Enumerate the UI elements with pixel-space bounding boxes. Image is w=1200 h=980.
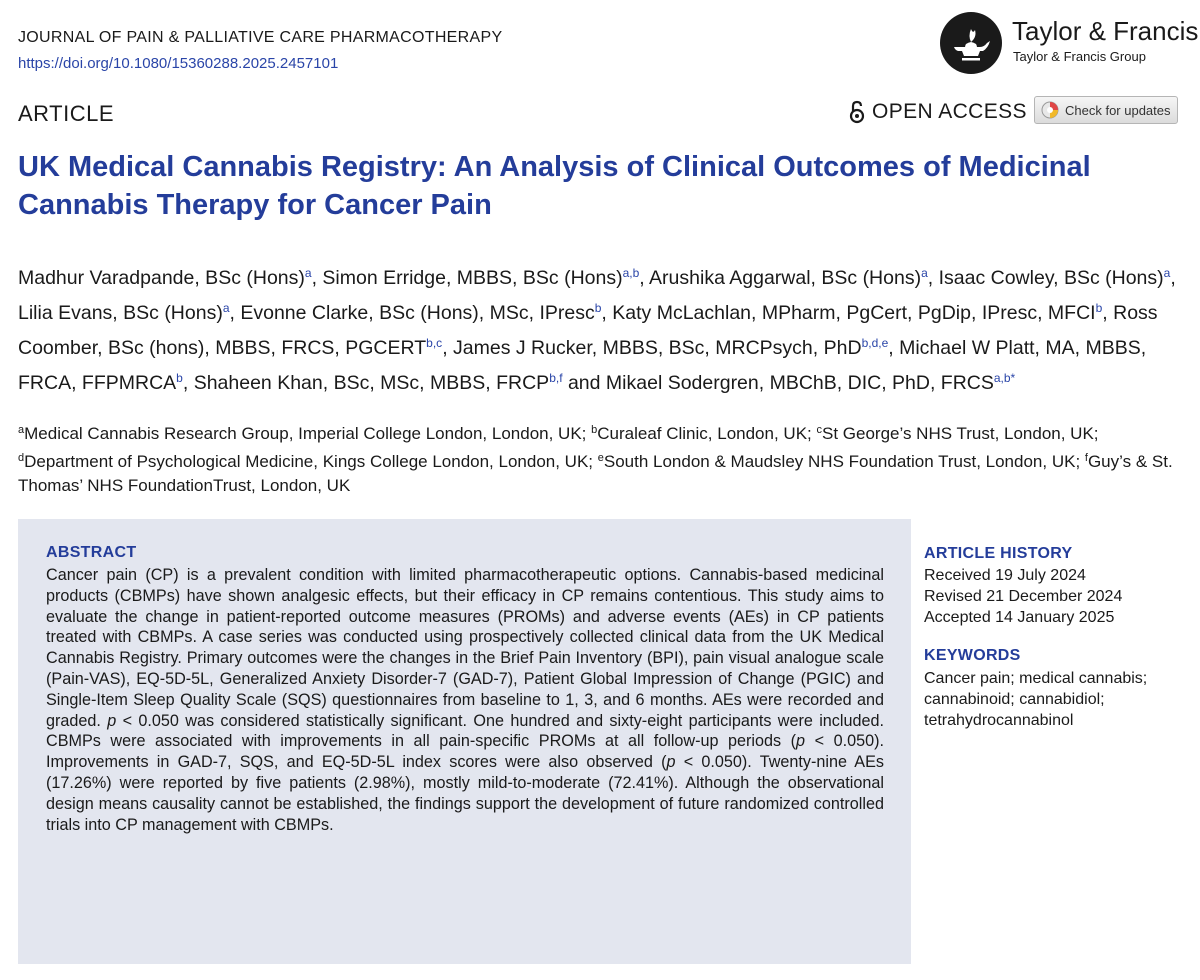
author-name: Evonne Clarke, BSc (Hons), MSc, IPresc [240, 302, 595, 324]
affiliation-key: c [816, 424, 822, 436]
affiliation-marker[interactable]: a [921, 266, 928, 280]
article-title: UK Medical Cannabis Registry: An Analysis of Clinical Outcomes of Medicinal Cannabis Therapy for Cancer Pain [18, 151, 1091, 221]
affiliation-key: b [591, 424, 598, 436]
author-list: Madhur Varadpande, BSc (Hons)$^a$, Simon Erridge, MBBS, BSc (Hons)$^{a,b}$, Arushika Aggarwal, BSc (Hons)$^a$, Isaac Cowley, BSc (Hons)$^a$, Lilia Evans, BSc (Hons)$^a$, Evonne Clarke, BSc (Hons), MSc, IPresc$^b$, Katy McLachlan, MPharm, PgCert, PgDip, IPresc, MFCI$^b$, Ross Coomber, BSc (hons), MBBS, FRCS, PGCERT$^{b,c}$, James J Rucker, MBBS, BSc, MRCPsych, PhD$^{b,d,e}$, Michael W Platt, MA, MBBS, FRCA, FFPMRCA$^b$, Shaheen Khan, BSc, MSc, MBBS, FRCP$^{b,f}$ and Mikael Sodergren, MBChB, DIC, PhD, $FRCS^{a,b*}$ [18, 266, 1176, 394]
author-name: Michael W Platt, MA, MBBS, FRCA, FFPMRCA [18, 337, 1147, 394]
affiliation-marker[interactable]: a [1163, 266, 1171, 280]
author-name: Arushika Aggarwal, BSc (Hons) [649, 267, 922, 289]
affiliation-text: St George’s NHS Trust, London, UK; [821, 424, 1099, 443]
abstract-text-part: < 0.050). Improvements in GAD-7, SQS, and EQ-5D-5L index scores were also observed ( [46, 732, 884, 772]
p-symbol: p [107, 711, 117, 730]
affiliation-key: a [18, 424, 25, 436]
author-entry[interactable] [606, 372, 1015, 394]
abstract-box [18, 519, 911, 964]
affiliation-marker[interactable]: a [304, 266, 312, 280]
keywords-list: Cancer pain; medical cannabis; cannabinoid; cannabidiol; tetrahydrocannabinol [924, 670, 1148, 729]
author-name: Lilia Evans, BSc (Hons) [18, 302, 223, 324]
author-entry[interactable] [322, 267, 639, 289]
affiliation-key: e [597, 452, 604, 464]
author-entry[interactable] [18, 302, 230, 324]
check-for-updates-label: Check for updates [1065, 102, 1171, 118]
affiliation-marker[interactable]: b [594, 301, 602, 315]
check-for-updates-button[interactable] [1034, 96, 1178, 124]
affiliation-text: Guy’s & St. Thomas’ NHS FoundationTrust, London, UK [18, 452, 1173, 495]
abstract-text-part: < 0.050). Twenty-nine AEs (17.26%) were reported by five patients (2.98%), mostly mild-to-moderate (72.41%). Although the observational design means causality cannot be established, the findings support the development of future randomized controlled trials into CP management with CBMPs. [46, 753, 884, 834]
journal-name: JOURNAL OF PAIN & PALLIATIVE CARE PHARMACOTHERAPY [18, 29, 503, 46]
affiliation-marker[interactable]: a,b [622, 266, 640, 280]
abstract-text-part: < 0.050 was considered statistically significant. One hundred and sixty-eight participants were included. CBMPs were associated with improvements in all pain-specific PROMs at all follow-up periods ( [46, 711, 885, 751]
affiliation-key: f [1084, 452, 1088, 464]
publisher-group: Taylor & Francis Group [1013, 49, 1146, 64]
affiliation-text: South London & Maudsley NHS Foundation Trust, London, UK; [603, 452, 1085, 471]
affiliation-marker[interactable]: b,c [426, 336, 443, 350]
author-entry[interactable] [612, 302, 1102, 324]
keywords-heading: KEYWORDS [924, 647, 1021, 664]
p-symbol: p [796, 732, 806, 751]
publisher-logo[interactable] [940, 12, 1199, 76]
abstract-heading: ABSTRACT [46, 544, 137, 561]
crossmark-icon [1041, 101, 1059, 119]
affiliations [18, 418, 1183, 498]
affiliation-marker[interactable]: a,b* [993, 371, 1016, 385]
received-date: Received 19 July 2024 [924, 567, 1086, 584]
author-name: Ross Coomber, BSc (hons), MBBS, FRCS, PGCERT [18, 302, 1158, 359]
publisher-name: Taylor & Francis [1012, 16, 1199, 46]
abstract-text-part: Cancer pain (CP) is a prevalent condition with limited pharmacotherapeutic options. Cannabis-based medicinal products (CBMPs) have shown analgesic effects, but their efficacy in CP remains contentious. This study aims to evaluate the change in patient-reported outcome measures (PROMs) and adverse events (AEs) in CP patients treated with CBMPs. A case series was conducted using prospectively collected clinical data from the UK Medical Cannabis Registry. Primary outcomes were the changes in the Brief Pain Inventory (BPI), pain visual analogue scale (Pain-VAS), EQ-5D-5L, Generalized Anxiety Disorder-7 (GAD-7), Patient Global Impression of Change (PGIC) and Single-Item Sleep Quality Scale (SQS) questionnaires from baseline to 1, 3, and 6 months. AEs were recorded and graded. [46, 566, 884, 730]
author-entry[interactable] [649, 267, 928, 289]
affiliation-marker[interactable]: b,d,e [861, 336, 889, 350]
affiliation-marker[interactable]: b [176, 371, 183, 385]
affiliation-marker[interactable]: a [222, 301, 230, 315]
author-name: Katy McLachlan, MPharm, PgCert, PgDip, IPresc, MFCI [612, 302, 1096, 324]
affiliation-marker[interactable]: b [1095, 301, 1103, 315]
open-access-label: OPEN ACCESS [872, 100, 1027, 123]
author-name: Madhur Varadpande, BSc (Hons) [18, 267, 305, 289]
affiliation-text: Curaleaf Clinic, London, UK; [597, 424, 817, 443]
abstract-text [46, 565, 884, 835]
open-access-badge [848, 98, 1027, 126]
open-lock-icon [848, 100, 866, 124]
affiliation-key: d [18, 452, 25, 464]
article-history-heading: ARTICLE HISTORY [924, 545, 1073, 562]
author-name: James J Rucker, MBBS, BSc, MRCPsych, PhD [453, 337, 862, 359]
author-entry[interactable] [453, 337, 888, 359]
author-entry[interactable] [240, 302, 601, 324]
accepted-date: Accepted 14 January 2025 [924, 609, 1115, 626]
author-name: Isaac Cowley, BSc (Hons) [938, 267, 1164, 289]
doi-link[interactable]: https://doi.org/10.1080/15360288.2025.2457101 [18, 55, 339, 72]
affiliation-text: Department of Psychological Medicine, Kings College London, London, UK; [24, 452, 598, 471]
author-name: Simon Erridge, MBBS, BSc (Hons) [322, 267, 623, 289]
author-entry[interactable] [18, 267, 312, 289]
author-entry[interactable] [194, 372, 563, 394]
taylor-francis-lamp-icon [940, 12, 1002, 74]
affiliation-text: Medical Cannabis Research Group, Imperial College London, London, UK; [24, 424, 592, 443]
author-entry[interactable] [939, 267, 1171, 289]
article-type: ARTICLE [18, 101, 115, 126]
author-name: Mikael Sodergren, MBChB, DIC, PhD, FRCS [605, 372, 994, 394]
revised-date: Revised 21 December 2024 [924, 588, 1123, 605]
p-symbol: p [666, 753, 676, 772]
affiliation-marker[interactable]: b,f [549, 371, 563, 385]
author-name: Shaheen Khan, BSc, MSc, MBBS, FRCP [193, 372, 550, 394]
